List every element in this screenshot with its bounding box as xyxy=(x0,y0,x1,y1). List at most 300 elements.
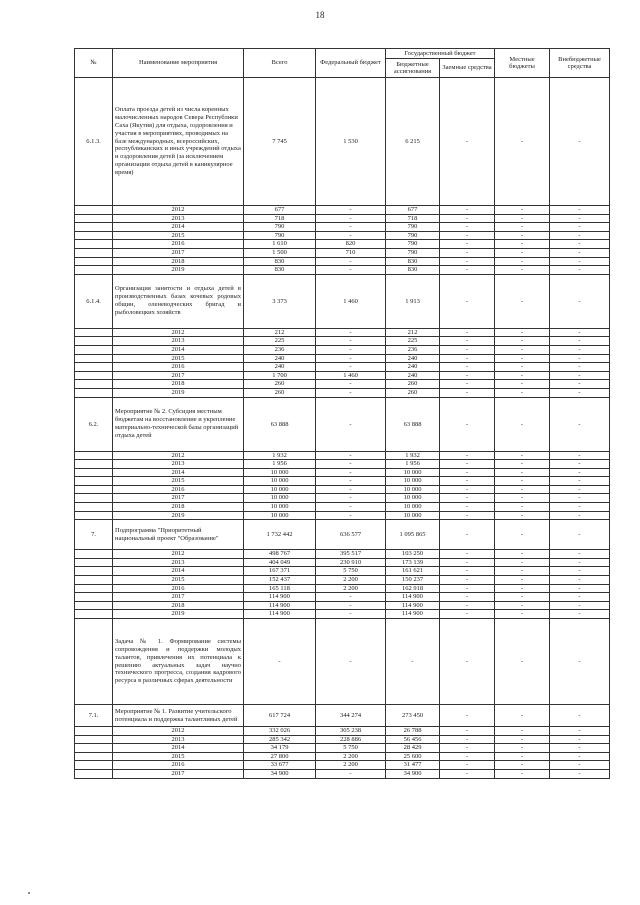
header-name: Наименование мероприятия xyxy=(113,49,244,78)
row-num xyxy=(75,503,113,512)
row-offbudget: - xyxy=(550,371,610,380)
row-federal: 1 460 xyxy=(316,371,386,380)
row-state-loans: - xyxy=(440,550,495,559)
row-offbudget: - xyxy=(550,727,610,736)
year-row xyxy=(75,388,610,397)
row-offbudget: - xyxy=(550,363,610,372)
row-total: 114 900 xyxy=(244,593,316,602)
row-total: 1 732 442 xyxy=(244,520,316,550)
row-federal: - xyxy=(316,223,386,232)
row-local: - xyxy=(495,371,550,380)
row-federal: - xyxy=(316,266,386,275)
row-state-loans: - xyxy=(440,619,495,705)
row-state-budget: 162 918 xyxy=(386,584,440,593)
row-federal: - xyxy=(316,380,386,389)
row-name: 2013 xyxy=(113,735,244,744)
row-total: 404 049 xyxy=(244,558,316,567)
row-name: 2016 xyxy=(113,240,244,249)
year-row xyxy=(75,601,610,610)
row-state-budget: 790 xyxy=(386,223,440,232)
row-name: 2016 xyxy=(113,363,244,372)
year-row xyxy=(75,363,610,372)
row-num xyxy=(75,223,113,232)
row-local: - xyxy=(495,214,550,223)
row-state-loans: - xyxy=(440,223,495,232)
row-state-budget: 114 900 xyxy=(386,601,440,610)
row-federal: 2 200 xyxy=(316,584,386,593)
row-name: 2014 xyxy=(113,567,244,576)
row-offbudget: - xyxy=(550,593,610,602)
row-offbudget: - xyxy=(550,354,610,363)
row-federal: - xyxy=(316,214,386,223)
row-total: 10 000 xyxy=(244,468,316,477)
row-federal: 2 200 xyxy=(316,752,386,761)
row-name: Мероприятие № 1. Развитие учительского потенциала и поддержка талантливых детей xyxy=(113,705,244,727)
row-offbudget: - xyxy=(550,610,610,619)
row-state-budget: 161 621 xyxy=(386,567,440,576)
row-name: 2012 xyxy=(113,727,244,736)
row-state-loans: - xyxy=(440,735,495,744)
row-federal: - xyxy=(316,337,386,346)
row-federal: - xyxy=(316,769,386,778)
year-row xyxy=(75,761,610,770)
row-name: Оплата проезда детей из числа коренных малочисленных народов Севера Республики Саха (Якутия) для отдыха, оздоровления и участия в мероприятиях, проводимых на базе международных, всероссийских, республиканских и иных учреждений отдыха и оздоровления детей (за исключением организации отдыха детей в каникулярное время) xyxy=(113,78,244,206)
row-federal: 305 238 xyxy=(316,727,386,736)
row-offbudget: - xyxy=(550,520,610,550)
row-num xyxy=(75,619,113,705)
header-federal: Федеральный бюджет xyxy=(316,49,386,78)
year-row xyxy=(75,727,610,736)
row-name: 2014 xyxy=(113,345,244,354)
row-num xyxy=(75,248,113,257)
row-local: - xyxy=(495,485,550,494)
row-local: - xyxy=(495,593,550,602)
row-state-loans: - xyxy=(440,558,495,567)
row-name: 2017 xyxy=(113,769,244,778)
row-local: - xyxy=(495,477,550,486)
row-offbudget: - xyxy=(550,503,610,512)
row-total: 225 xyxy=(244,337,316,346)
row-num xyxy=(75,451,113,460)
row-num xyxy=(75,354,113,363)
row-offbudget: - xyxy=(550,511,610,520)
row-name: 2016 xyxy=(113,485,244,494)
row-num xyxy=(75,584,113,593)
row-federal: 5 750 xyxy=(316,744,386,753)
row-num xyxy=(75,468,113,477)
row-local: - xyxy=(495,223,550,232)
row-local: - xyxy=(495,274,550,328)
row-name: 2017 xyxy=(113,494,244,503)
row-federal: - xyxy=(316,257,386,266)
row-offbudget: - xyxy=(550,257,610,266)
row-name: 2019 xyxy=(113,610,244,619)
row-name: 2018 xyxy=(113,257,244,266)
row-local: - xyxy=(495,494,550,503)
row-num xyxy=(75,380,113,389)
row-total: 33 677 xyxy=(244,761,316,770)
row-total: 285 342 xyxy=(244,735,316,744)
year-row xyxy=(75,584,610,593)
row-total: 236 xyxy=(244,345,316,354)
row-offbudget: - xyxy=(550,494,610,503)
row-federal: 636 577 xyxy=(316,520,386,550)
row-state-budget: 236 xyxy=(386,345,440,354)
year-row xyxy=(75,337,610,346)
row-local: - xyxy=(495,567,550,576)
table-body xyxy=(75,78,610,779)
row-total: 830 xyxy=(244,266,316,275)
measure-row xyxy=(75,619,610,705)
row-state-loans: - xyxy=(440,231,495,240)
row-local: - xyxy=(495,503,550,512)
row-total: 10 000 xyxy=(244,477,316,486)
row-federal: - xyxy=(316,345,386,354)
row-offbudget: - xyxy=(550,744,610,753)
row-federal: - xyxy=(316,397,386,451)
row-state-loans: - xyxy=(440,610,495,619)
row-offbudget: - xyxy=(550,380,610,389)
row-local: - xyxy=(495,705,550,727)
row-name: 2012 xyxy=(113,550,244,559)
row-offbudget: - xyxy=(550,78,610,206)
row-num: 6.1.4. xyxy=(75,274,113,328)
row-num: 7.1. xyxy=(75,705,113,727)
row-num xyxy=(75,240,113,249)
row-state-loans: - xyxy=(440,584,495,593)
row-state-budget: 273 450 xyxy=(386,705,440,727)
row-state-budget: 1 956 xyxy=(386,460,440,469)
row-name: 2017 xyxy=(113,593,244,602)
row-local: - xyxy=(495,78,550,206)
row-total: 152 437 xyxy=(244,576,316,585)
row-name: 2012 xyxy=(113,328,244,337)
row-state-budget: 34 900 xyxy=(386,769,440,778)
row-name: 2013 xyxy=(113,460,244,469)
row-total: 260 xyxy=(244,380,316,389)
measure-row xyxy=(75,520,610,550)
row-federal: - xyxy=(316,503,386,512)
row-state-budget: 10 000 xyxy=(386,503,440,512)
row-federal: 2 200 xyxy=(316,576,386,585)
row-state-loans: - xyxy=(440,705,495,727)
row-state-budget: 63 888 xyxy=(386,397,440,451)
row-state-budget: 260 xyxy=(386,388,440,397)
year-row xyxy=(75,266,610,275)
row-local: - xyxy=(495,511,550,520)
year-row xyxy=(75,477,610,486)
row-name: Организация занятости и отдыха детей в производственных базах кочевых родовых общин, оленеводческих бригад и рыболовецких хозяйств xyxy=(113,274,244,328)
row-offbudget: - xyxy=(550,231,610,240)
row-local: - xyxy=(495,345,550,354)
row-offbudget: - xyxy=(550,485,610,494)
row-num xyxy=(75,206,113,215)
row-state-loans: - xyxy=(440,494,495,503)
row-state-budget: 10 000 xyxy=(386,468,440,477)
row-num: 6.2. xyxy=(75,397,113,451)
row-name: Мероприятие № 2. Субсидия местным бюджетам на восстановление и укрепление материально-технической базы организаций отдыха детей xyxy=(113,397,244,451)
row-name: 2015 xyxy=(113,752,244,761)
row-state-loans: - xyxy=(440,337,495,346)
row-name: 2014 xyxy=(113,744,244,753)
row-state-budget: 790 xyxy=(386,231,440,240)
row-offbudget: - xyxy=(550,619,610,705)
row-federal: - xyxy=(316,363,386,372)
header-num: № xyxy=(75,49,113,78)
year-row xyxy=(75,610,610,619)
row-name: 2013 xyxy=(113,337,244,346)
row-offbudget: - xyxy=(550,761,610,770)
row-num xyxy=(75,769,113,778)
row-federal: - xyxy=(316,328,386,337)
year-row xyxy=(75,752,610,761)
row-num xyxy=(75,744,113,753)
row-local: - xyxy=(495,769,550,778)
row-federal: 710 xyxy=(316,248,386,257)
row-state-budget: 26 788 xyxy=(386,727,440,736)
row-total: 34 900 xyxy=(244,769,316,778)
year-row xyxy=(75,558,610,567)
row-state-loans: - xyxy=(440,727,495,736)
row-local: - xyxy=(495,735,550,744)
row-name: 2016 xyxy=(113,584,244,593)
row-total: 790 xyxy=(244,231,316,240)
row-local: - xyxy=(495,761,550,770)
row-state-budget: 240 xyxy=(386,363,440,372)
year-row xyxy=(75,550,610,559)
row-num xyxy=(75,231,113,240)
row-local: - xyxy=(495,328,550,337)
row-state-budget: 790 xyxy=(386,240,440,249)
year-row xyxy=(75,511,610,520)
row-federal: 1 460 xyxy=(316,274,386,328)
year-row xyxy=(75,494,610,503)
header-total: Всего xyxy=(244,49,316,78)
row-name: 2013 xyxy=(113,214,244,223)
row-state-budget: 114 900 xyxy=(386,593,440,602)
row-state-budget: 790 xyxy=(386,248,440,257)
row-federal: - xyxy=(316,494,386,503)
row-federal: - xyxy=(316,593,386,602)
row-name: 2015 xyxy=(113,477,244,486)
row-total: 114 900 xyxy=(244,610,316,619)
year-row xyxy=(75,371,610,380)
row-name: 2017 xyxy=(113,371,244,380)
row-name: 2015 xyxy=(113,576,244,585)
row-offbudget: - xyxy=(550,328,610,337)
row-total: 830 xyxy=(244,257,316,266)
row-name: 2013 xyxy=(113,558,244,567)
year-row xyxy=(75,328,610,337)
row-name: 2014 xyxy=(113,468,244,477)
row-state-loans: - xyxy=(440,248,495,257)
row-num xyxy=(75,550,113,559)
row-offbudget: - xyxy=(550,451,610,460)
header-local: Местные бюджеты xyxy=(495,49,550,78)
row-num xyxy=(75,610,113,619)
row-total: 498 767 xyxy=(244,550,316,559)
row-offbudget: - xyxy=(550,477,610,486)
measure-row xyxy=(75,78,610,206)
row-local: - xyxy=(495,550,550,559)
row-total: 332 026 xyxy=(244,727,316,736)
row-state-loans: - xyxy=(440,257,495,266)
row-state-budget: 103 250 xyxy=(386,550,440,559)
row-name: Подпрограмма "Приоритетный национальный проект "Образование" xyxy=(113,520,244,550)
row-offbudget: - xyxy=(550,705,610,727)
row-total: 260 xyxy=(244,388,316,397)
row-federal: - xyxy=(316,460,386,469)
row-total: 1 610 xyxy=(244,240,316,249)
row-offbudget: - xyxy=(550,567,610,576)
row-federal: - xyxy=(316,388,386,397)
row-num xyxy=(75,735,113,744)
row-num xyxy=(75,752,113,761)
row-offbudget: - xyxy=(550,601,610,610)
row-state-loans: - xyxy=(440,266,495,275)
row-state-budget: 830 xyxy=(386,257,440,266)
row-federal: - xyxy=(316,610,386,619)
row-offbudget: - xyxy=(550,214,610,223)
row-federal: 2 200 xyxy=(316,761,386,770)
scan-dot-mark xyxy=(28,892,30,894)
row-total: 677 xyxy=(244,206,316,215)
row-total: 27 800 xyxy=(244,752,316,761)
year-row xyxy=(75,451,610,460)
year-row xyxy=(75,223,610,232)
row-local: - xyxy=(495,610,550,619)
row-name: 2017 xyxy=(113,248,244,257)
row-total: 240 xyxy=(244,363,316,372)
page-number: 18 xyxy=(315,10,325,20)
row-state-budget: 10 000 xyxy=(386,477,440,486)
row-federal: - xyxy=(316,485,386,494)
row-local: - xyxy=(495,337,550,346)
row-local: - xyxy=(495,744,550,753)
year-row xyxy=(75,593,610,602)
row-total: 63 888 xyxy=(244,397,316,451)
row-offbudget: - xyxy=(550,550,610,559)
row-name: 2019 xyxy=(113,511,244,520)
row-state-loans: - xyxy=(440,477,495,486)
row-state-loans: - xyxy=(440,576,495,585)
row-local: - xyxy=(495,752,550,761)
year-row xyxy=(75,257,610,266)
row-total: 240 xyxy=(244,354,316,363)
row-num xyxy=(75,727,113,736)
row-name: Задача № 1. Формирование системы сопровождения и поддержки молодых талантов, привлечения их потенциала к решению актуальных задач научно технического прогресса, создания кадрового ресурса в различных сферах деятельности xyxy=(113,619,244,705)
row-state-loans: - xyxy=(440,354,495,363)
row-federal: - xyxy=(316,511,386,520)
year-row xyxy=(75,345,610,354)
row-state-loans: - xyxy=(440,397,495,451)
row-state-loans: - xyxy=(440,214,495,223)
row-federal: - xyxy=(316,477,386,486)
row-num xyxy=(75,328,113,337)
row-local: - xyxy=(495,460,550,469)
row-local: - xyxy=(495,388,550,397)
row-state-budget: 28 429 xyxy=(386,744,440,753)
row-state-budget: 25 600 xyxy=(386,752,440,761)
row-state-loans: - xyxy=(440,388,495,397)
row-total: 10 000 xyxy=(244,485,316,494)
row-state-budget: 260 xyxy=(386,380,440,389)
row-num xyxy=(75,558,113,567)
row-state-budget: 6 215 xyxy=(386,78,440,206)
row-state-budget: 56 456 xyxy=(386,735,440,744)
row-num xyxy=(75,388,113,397)
measure-row xyxy=(75,397,610,451)
row-local: - xyxy=(495,468,550,477)
row-state-budget: 677 xyxy=(386,206,440,215)
row-state-loans: - xyxy=(440,345,495,354)
row-name: 2012 xyxy=(113,451,244,460)
year-row xyxy=(75,380,610,389)
row-num xyxy=(75,371,113,380)
row-total: 7 745 xyxy=(244,78,316,206)
row-name: 2019 xyxy=(113,266,244,275)
row-num xyxy=(75,337,113,346)
row-state-loans: - xyxy=(440,520,495,550)
row-num xyxy=(75,593,113,602)
year-row xyxy=(75,744,610,753)
row-total: 3 373 xyxy=(244,274,316,328)
year-row xyxy=(75,485,610,494)
row-offbudget: - xyxy=(550,584,610,593)
year-row xyxy=(75,735,610,744)
row-state-loans: - xyxy=(440,380,495,389)
row-state-loans: - xyxy=(440,363,495,372)
row-federal: - xyxy=(316,468,386,477)
row-state-budget: 718 xyxy=(386,214,440,223)
row-offbudget: - xyxy=(550,460,610,469)
year-row xyxy=(75,769,610,778)
year-row xyxy=(75,240,610,249)
row-state-loans: - xyxy=(440,511,495,520)
year-row xyxy=(75,567,610,576)
row-num xyxy=(75,460,113,469)
row-state-loans: - xyxy=(440,78,495,206)
row-state-budget: 240 xyxy=(386,371,440,380)
row-num xyxy=(75,576,113,585)
row-state-budget: 150 237 xyxy=(386,576,440,585)
row-offbudget: - xyxy=(550,576,610,585)
row-local: - xyxy=(495,397,550,451)
row-total: 114 900 xyxy=(244,601,316,610)
row-offbudget: - xyxy=(550,223,610,232)
row-total: 617 724 xyxy=(244,705,316,727)
table-header xyxy=(75,49,610,78)
row-offbudget: - xyxy=(550,558,610,567)
row-total: 1 700 xyxy=(244,371,316,380)
row-federal: 5 750 xyxy=(316,567,386,576)
row-state-loans: - xyxy=(440,567,495,576)
row-federal: - xyxy=(316,619,386,705)
row-name: 2015 xyxy=(113,354,244,363)
row-offbudget: - xyxy=(550,240,610,249)
row-total: - xyxy=(244,619,316,705)
row-federal: - xyxy=(316,231,386,240)
row-local: - xyxy=(495,380,550,389)
row-num xyxy=(75,363,113,372)
row-state-budget: 240 xyxy=(386,354,440,363)
row-state-loans: - xyxy=(440,752,495,761)
row-state-budget: 1 913 xyxy=(386,274,440,328)
year-row xyxy=(75,214,610,223)
header-state-budget: Бюджетные ассигнования xyxy=(386,59,440,78)
header-offbudget: Внебюджетные средства xyxy=(550,49,610,78)
row-offbudget: - xyxy=(550,468,610,477)
